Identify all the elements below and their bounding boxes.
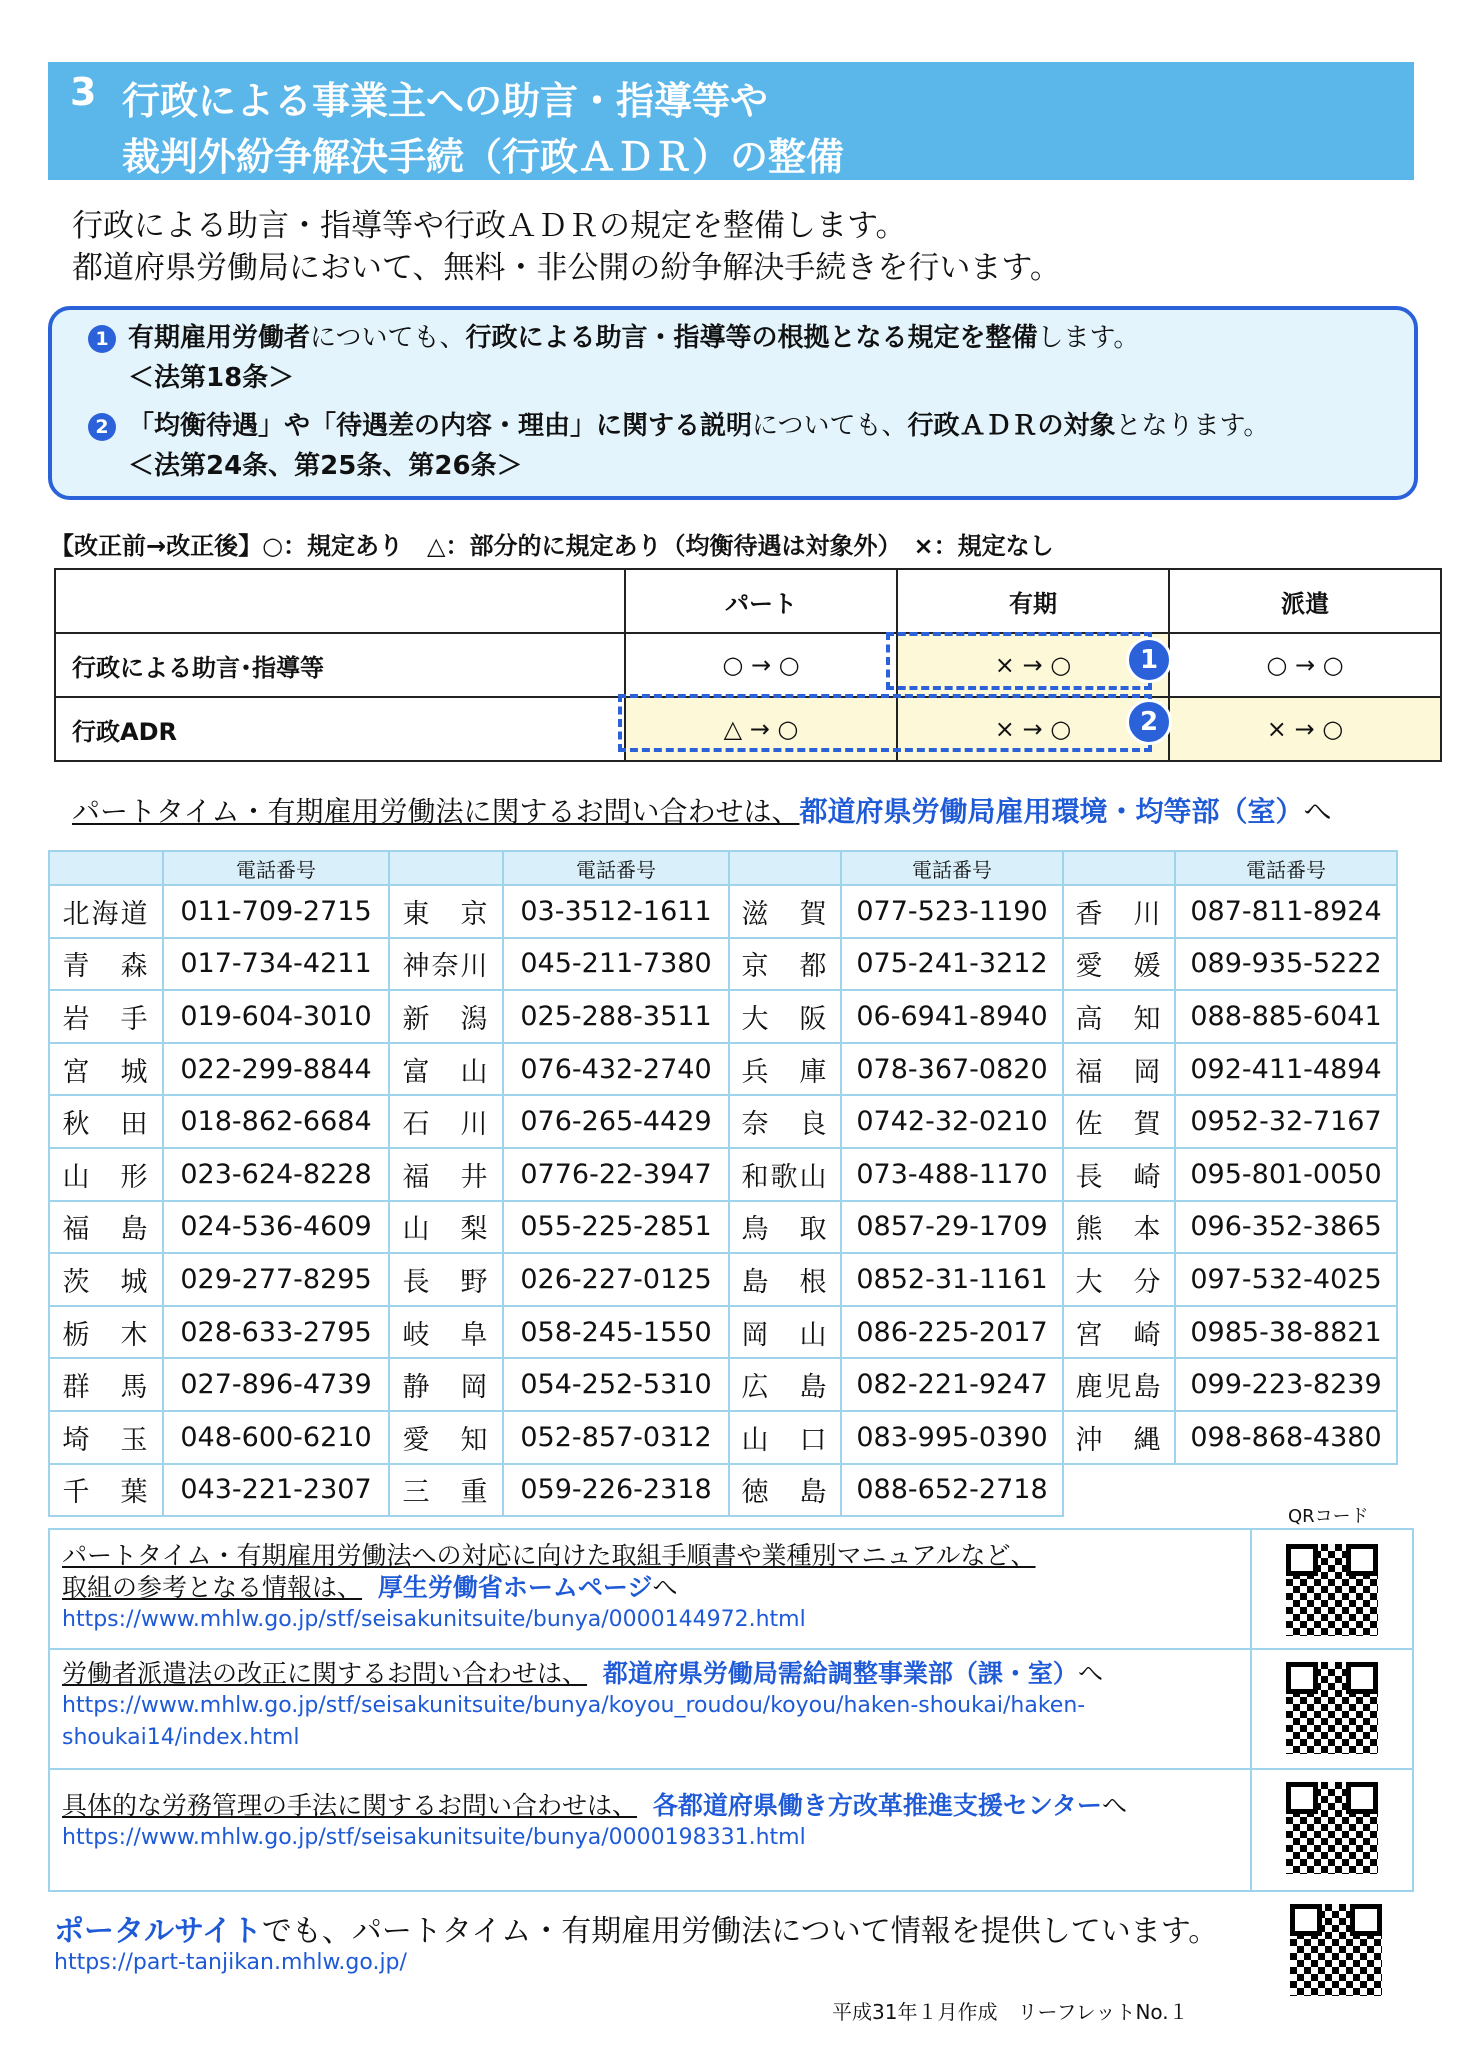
prefecture-cell: 滋 賀 [729, 885, 841, 938]
prefecture-cell: 広 島 [729, 1358, 841, 1411]
prefecture-cell: 熊 本 [1063, 1201, 1175, 1254]
phone-number-cell[interactable]: 082-221-9247 [841, 1358, 1063, 1411]
inquiry-suffix: へ [1303, 795, 1332, 828]
info-suffix: へ [1077, 1659, 1103, 1688]
phone-number-cell[interactable]: 059-226-2318 [503, 1464, 729, 1517]
notice-bold: 行政による助言・指導等の根拠となる規定を整備 [465, 323, 1038, 353]
notice-item-2 [88, 406, 1269, 486]
phone-number-cell[interactable]: 088-652-2718 [841, 1464, 1063, 1517]
prefecture-cell: 新 潟 [389, 990, 503, 1043]
row-label: 行政ADR [55, 697, 625, 761]
phone-number-cell[interactable]: 0985-38-8821 [1175, 1306, 1397, 1359]
prefecture-cell: 佐 賀 [1063, 1095, 1175, 1148]
phone-number-cell[interactable]: 024-536-4609 [163, 1201, 389, 1254]
prefecture-cell: 福 岡 [1063, 1043, 1175, 1096]
prefecture-cell: 福 島 [49, 1201, 163, 1254]
phone-header: 電話番号 [503, 851, 729, 885]
prefecture-cell: 茨 城 [49, 1253, 163, 1306]
phone-number-cell[interactable]: 045-211-7380 [503, 938, 729, 991]
row-label: 行政による助言･指導等 [55, 633, 625, 697]
phone-number-cell[interactable]: 028-633-2795 [163, 1306, 389, 1359]
table-row [49, 938, 1397, 991]
cell-value: × → ○ [897, 633, 1169, 697]
prefecture-cell: 京 都 [729, 938, 841, 991]
phone-header-row [49, 851, 1397, 885]
prefecture-cell: 岩 手 [49, 990, 163, 1043]
intro-line1: 行政による助言・指導等や行政ＡＤＲの規定を整備します。 [72, 208, 907, 244]
phone-number-cell[interactable]: 086-225-2017 [841, 1306, 1063, 1359]
phone-number-cell[interactable]: 052-857-0312 [503, 1411, 729, 1464]
footer-note: 平成31年１月作成 リーフレットNo.１ [832, 2000, 1189, 2024]
portal-url[interactable]: https://part-tanjikan.mhlw.go.jp/ [54, 1950, 407, 1975]
notice-ref: ＜法第24条、第25条、第26条＞ [128, 451, 523, 481]
highlight-frame-1 [886, 632, 1152, 690]
table-row [49, 1095, 1397, 1148]
prefecture-cell [1063, 1464, 1175, 1517]
phone-number-cell[interactable]: 03-3512-1611 [503, 885, 729, 938]
phone-number-cell[interactable]: 0776-22-3947 [503, 1148, 729, 1201]
prefecture-cell: 石 川 [389, 1095, 503, 1148]
phone-number-cell[interactable]: 022-299-8844 [163, 1043, 389, 1096]
prefecture-cell: 静 岡 [389, 1358, 503, 1411]
intro-line2: 都道府県労働局において、無料・非公開の紛争解決手続きを行います。 [72, 250, 1061, 286]
phone-number-cell[interactable]: 096-352-3865 [1175, 1201, 1397, 1254]
phone-number-cell[interactable]: 088-885-6041 [1175, 990, 1397, 1043]
phone-number-cell[interactable]: 017-734-4211 [163, 938, 389, 991]
phone-number-cell[interactable]: 011-709-2715 [163, 885, 389, 938]
qr-cell [1250, 1530, 1412, 1648]
notice-text: します。 [1037, 323, 1140, 353]
info-boxes [48, 1528, 1414, 1892]
prefecture-cell: 岐 阜 [389, 1306, 503, 1359]
prefecture-cell: 宮 崎 [1063, 1306, 1175, 1359]
url-link[interactable]: https://www.mhlw.go.jp/stf/seisakunitsuite/bunya/0000198331.html [62, 1825, 806, 1850]
info-row-1 [50, 1530, 1412, 1650]
prefecture-cell: 東 京 [389, 885, 503, 938]
phone-number-cell[interactable]: 095-801-0050 [1175, 1148, 1397, 1201]
notice-box [48, 306, 1418, 500]
prefecture-cell: 奈 良 [729, 1095, 841, 1148]
prefecture-cell: 福 井 [389, 1148, 503, 1201]
info-link-label[interactable]: 都道府県労働局需給調整事業部（課・室） [602, 1659, 1078, 1688]
phone-number-cell[interactable]: 076-432-2740 [503, 1043, 729, 1096]
notice-bold: 有期雇用労働者 [128, 323, 311, 353]
phone-number-cell[interactable]: 078-367-0820 [841, 1043, 1063, 1096]
prefecture-cell: 島 根 [729, 1253, 841, 1306]
phone-body [49, 885, 1397, 1516]
prefecture-cell: 長 野 [389, 1253, 503, 1306]
notice-ref: ＜法第18条＞ [128, 363, 295, 393]
qr-cell [1250, 1648, 1412, 1768]
prefecture-cell: 千 葉 [49, 1464, 163, 1517]
corner-cell [55, 569, 625, 633]
notice-bold: 「均衡待遇」や「待遇差の内容・理由」に関する説明 [128, 411, 753, 441]
phone-number-cell[interactable]: 083-995-0390 [841, 1411, 1063, 1464]
section-title-line2: 裁判外紛争解決手続（行政ＡＤＲ）の整備 [122, 135, 845, 179]
phone-number-cell[interactable]: 026-227-0125 [503, 1253, 729, 1306]
prefecture-cell: 徳 島 [729, 1464, 841, 1517]
prefecture-cell: 栃 木 [49, 1306, 163, 1359]
column-header: 有期 [897, 569, 1169, 633]
notice-text: についても、 [752, 411, 908, 441]
header-blank [729, 851, 841, 885]
column-header: 派遣 [1169, 569, 1441, 633]
prefecture-cell: 三 重 [389, 1464, 503, 1517]
notice-text: となります。 [1115, 411, 1270, 441]
phone-number-cell[interactable]: 0742-32-0210 [841, 1095, 1063, 1148]
phone-number-cell[interactable]: 099-223-8239 [1175, 1358, 1397, 1411]
header-blank [49, 851, 163, 885]
phone-number-cell[interactable]: 019-604-3010 [163, 990, 389, 1043]
badge-1: 1 [1126, 637, 1172, 683]
info-line: 労働者派遣法の改正に関するお問い合わせは、 [62, 1659, 588, 1688]
prefecture-cell: 鹿児島 [1063, 1358, 1175, 1411]
prefecture-cell: 埼 玉 [49, 1411, 163, 1464]
phone-number-cell[interactable]: 055-225-2851 [503, 1201, 729, 1254]
prefecture-cell: 高 知 [1063, 990, 1175, 1043]
section-title-line1: 行政による事業主への助言・指導等や [122, 79, 769, 123]
section-number: 3 [70, 70, 97, 114]
info-link-label[interactable]: 厚生労働省ホームページ [377, 1573, 653, 1602]
table-row [55, 633, 1441, 697]
qr-cell [1250, 1768, 1412, 1890]
table-header-row [55, 569, 1441, 633]
phone-number-cell[interactable]: 027-896-4739 [163, 1358, 389, 1411]
table-row [49, 1253, 1397, 1306]
portal-line [54, 1906, 1218, 1950]
prefecture-cell: 愛 知 [389, 1411, 503, 1464]
prefecture-cell: 香 川 [1063, 885, 1175, 938]
prefecture-cell: 宮 城 [49, 1043, 163, 1096]
phone-number-cell[interactable]: 077-523-1190 [841, 885, 1063, 938]
phone-number-cell[interactable]: 0857-29-1709 [841, 1201, 1063, 1254]
phone-number-cell[interactable]: 075-241-3212 [841, 938, 1063, 991]
phone-number-cell[interactable]: 089-935-5222 [1175, 938, 1397, 991]
cell-value: × → ○ [1169, 697, 1441, 761]
prefecture-cell: 長 崎 [1063, 1148, 1175, 1201]
notice-item-1 [88, 318, 1139, 398]
number-badge: 2 [88, 413, 116, 441]
portal-text: でも、パートタイム・有期雇用労働法について情報を提供しています。 [261, 1914, 1219, 1949]
phone-number-cell[interactable]: 073-488-1170 [841, 1148, 1063, 1201]
prefecture-cell: 鳥 取 [729, 1201, 841, 1254]
table-row [49, 990, 1397, 1043]
phone-number-cell[interactable]: 076-265-4429 [503, 1095, 729, 1148]
info-line: 具体的な労務管理の手法に関するお問い合わせは、 [62, 1791, 638, 1820]
table-row [49, 1464, 1397, 1517]
info-suffix: へ [652, 1573, 678, 1602]
info-link-label[interactable]: 各都道府県働き方改革推進支援センター [652, 1791, 1102, 1820]
phone-number-cell[interactable]: 018-862-6684 [163, 1095, 389, 1148]
inquiry-department: 都道府県労働局雇用環境・均等部（室） [799, 795, 1304, 828]
info-row-2 [50, 1648, 1412, 1770]
prefecture-cell: 山 梨 [389, 1201, 503, 1254]
info-suffix: へ [1101, 1791, 1127, 1820]
qr-code-icon[interactable] [1290, 1904, 1382, 1996]
phone-number-cell[interactable]: 087-811-8924 [1175, 885, 1397, 938]
table-row [49, 1358, 1397, 1411]
prefecture-cell: 岡 山 [729, 1306, 841, 1359]
phone-number-cell[interactable]: 06-6941-8940 [841, 990, 1063, 1043]
prefecture-cell: 兵 庫 [729, 1043, 841, 1096]
prefecture-cell: 和歌山 [729, 1148, 841, 1201]
prefecture-cell: 北海道 [49, 885, 163, 938]
column-header: パート [625, 569, 897, 633]
cell-value: △ → ○ [625, 697, 897, 761]
table-legend: 【改正前→改正後】○：規定あり △：部分的に規定あり（均衡待遇は対象外） ×：規定なし [50, 532, 1054, 560]
url-link[interactable]: https://www.mhlw.go.jp/stf/seisakunitsuite/bunya/koyou_roudou/koyou/haken-shoukai/haken- [62, 1693, 1086, 1718]
prefecture-cell: 富 山 [389, 1043, 503, 1096]
phone-header: 電話番号 [163, 851, 389, 885]
info-text-1 [62, 1540, 1036, 1636]
phone-number-cell[interactable]: 043-221-2307 [163, 1464, 389, 1517]
phone-number-cell[interactable]: 058-245-1550 [503, 1306, 729, 1359]
header-blank [389, 851, 503, 885]
inquiry-text: パートタイム・有期雇用労働法に関するお問い合わせは、 [72, 795, 800, 828]
highlight-frame-2 [618, 694, 1152, 752]
url-link[interactable]: shoukai14/index.html [62, 1725, 300, 1750]
phone-number-cell[interactable]: 0952-32-7167 [1175, 1095, 1397, 1148]
number-badge: 1 [88, 325, 116, 353]
table-row [49, 1043, 1397, 1096]
header-blank [1063, 851, 1175, 885]
info-text-2 [62, 1658, 1103, 1754]
qr-code-icon[interactable] [1286, 1782, 1378, 1874]
prefecture-cell: 秋 田 [49, 1095, 163, 1148]
prefecture-cell: 山 口 [729, 1411, 841, 1464]
table-row [49, 885, 1397, 938]
prefecture-cell: 愛 媛 [1063, 938, 1175, 991]
prefecture-cell: 大 分 [1063, 1253, 1175, 1306]
prefecture-cell: 沖 縄 [1063, 1411, 1175, 1464]
info-text-3 [62, 1790, 1127, 1854]
phone-number-cell[interactable]: 029-277-8295 [163, 1253, 389, 1306]
prefecture-cell: 大 阪 [729, 990, 841, 1043]
badge-2: 2 [1126, 699, 1172, 745]
notice-bold: 行政ＡＤＲの対象 [907, 411, 1116, 441]
phone-number-cell[interactable]: 092-411-4894 [1175, 1043, 1397, 1096]
phone-table [48, 850, 1398, 1517]
phone-number-cell[interactable]: 025-288-3511 [503, 990, 729, 1043]
phone-number-cell[interactable]: 054-252-5310 [503, 1358, 729, 1411]
info-line: 取組の参考となる情報は、 [62, 1573, 363, 1602]
phone-header: 電話番号 [841, 851, 1063, 885]
info-row-3 [50, 1768, 1412, 1890]
intro-text [72, 205, 1061, 289]
phone-header: 電話番号 [1175, 851, 1397, 885]
section-header [48, 62, 1414, 180]
inquiry-line [72, 790, 1331, 830]
phone-number-cell[interactable]: 097-532-4025 [1175, 1253, 1397, 1306]
portal-label[interactable]: ポータルサイト [54, 1914, 262, 1949]
cell-value: ○ → ○ [625, 633, 897, 697]
phone-number-cell[interactable]: 048-600-6210 [163, 1411, 389, 1464]
qr-label: QRコード [1288, 1506, 1369, 1527]
qr-code-icon[interactable] [1286, 1662, 1378, 1754]
prefecture-cell: 群 馬 [49, 1358, 163, 1411]
phone-number-cell[interactable]: 0852-31-1161 [841, 1253, 1063, 1306]
phone-number-cell[interactable]: 098-868-4380 [1175, 1411, 1397, 1464]
info-line: パートタイム・有期雇用労働法への対応に向けた取組手順書や業種別マニュアルなど、 [62, 1541, 1036, 1570]
prefecture-cell: 神奈川 [389, 938, 503, 991]
table-row [49, 1201, 1397, 1254]
cell-value: × → ○ [897, 697, 1169, 761]
prefecture-cell: 山 形 [49, 1148, 163, 1201]
table-row [49, 1306, 1397, 1359]
table-row [49, 1411, 1397, 1464]
notice-text: についても、 [310, 323, 466, 353]
prefecture-cell: 青 森 [49, 938, 163, 991]
cell-value: ○ → ○ [1169, 633, 1441, 697]
table-row [49, 1148, 1397, 1201]
url-link[interactable]: https://www.mhlw.go.jp/stf/seisakunitsuite/bunya/0000144972.html [62, 1607, 806, 1632]
qr-code-icon[interactable] [1286, 1544, 1378, 1636]
phone-number-cell[interactable]: 023-624-8228 [163, 1148, 389, 1201]
